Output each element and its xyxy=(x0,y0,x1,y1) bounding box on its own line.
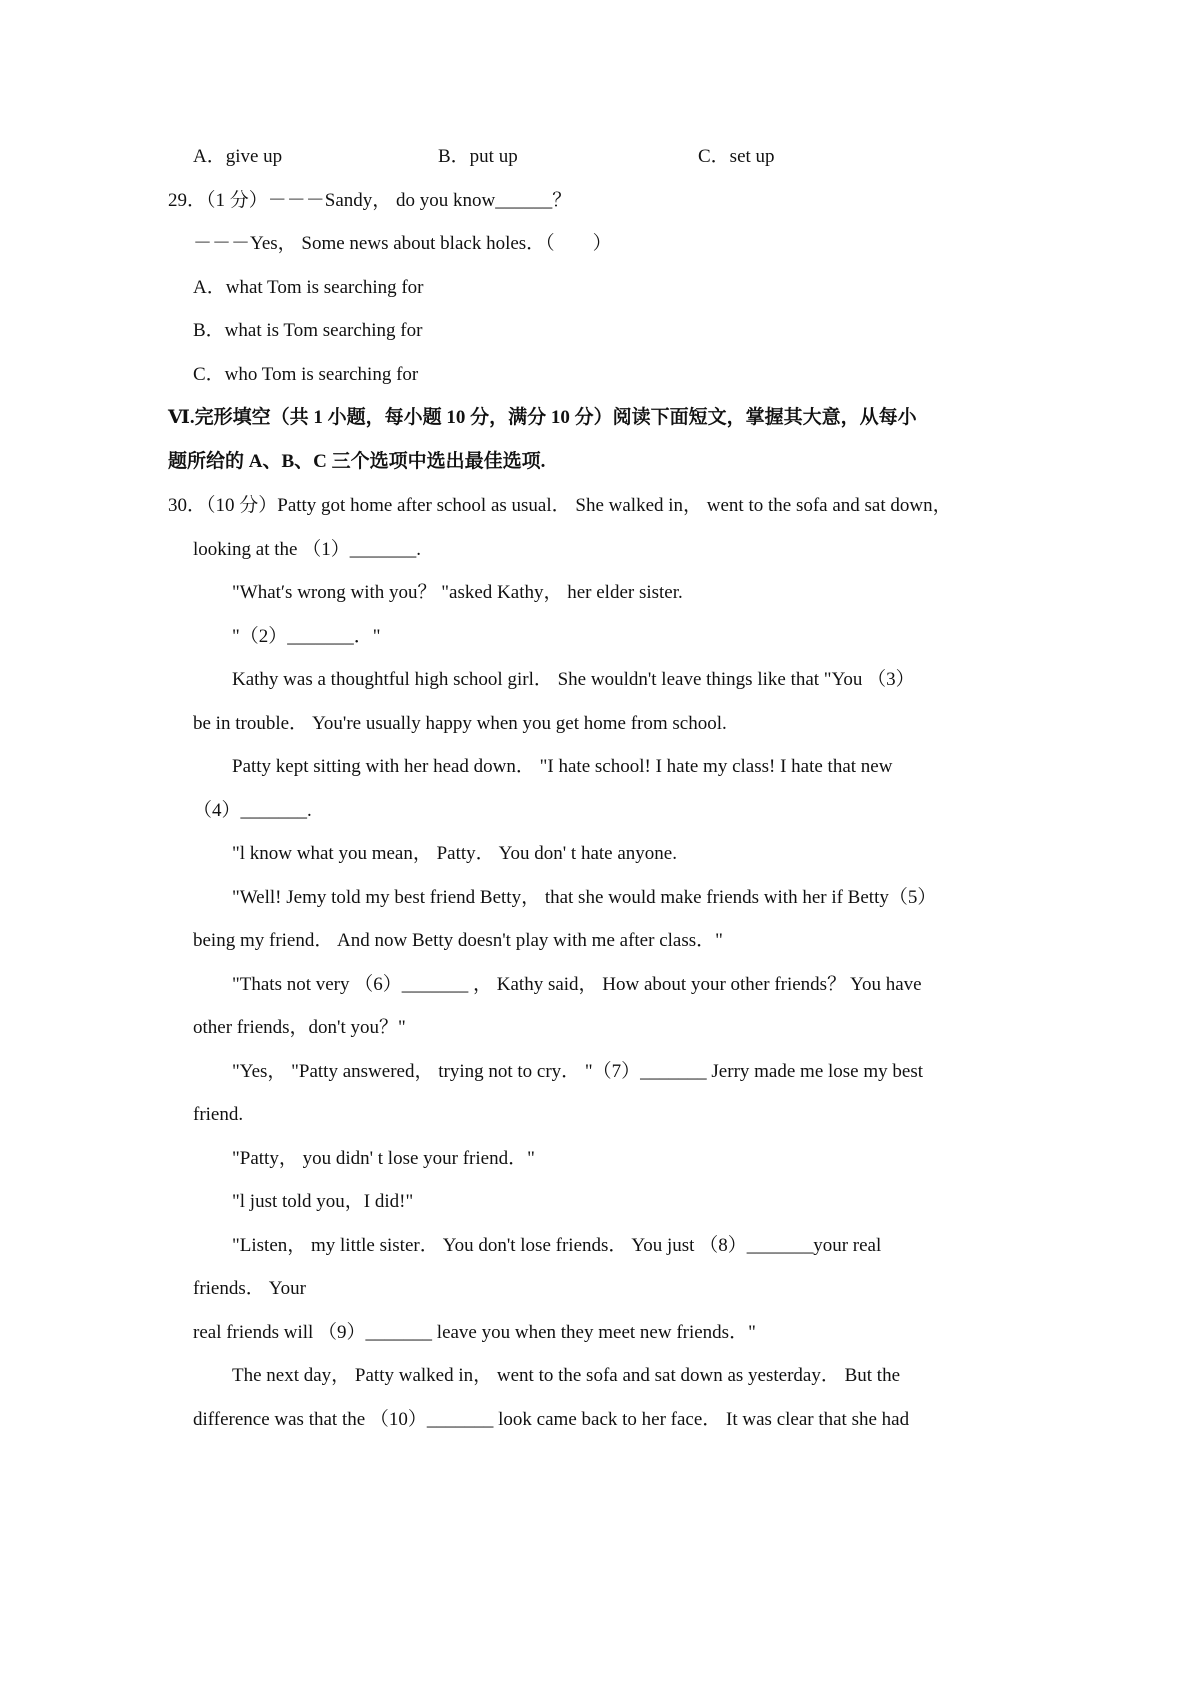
q29-option-b: B．what is Tom searching for xyxy=(193,320,423,341)
passage-line: be in trouble． You're usually happy when you get home from school. xyxy=(193,713,727,734)
passage-line: Kathy was a thoughtful high school girl． She wouldn't leave things like that "You （3） xyxy=(232,669,915,690)
q29-stem: 29．（1 分）－－－Sandy， do you know______？ xyxy=(168,190,572,211)
q29-option-a: A．what Tom is searching for xyxy=(193,277,424,298)
passage-line: looking at the （1）_______. xyxy=(193,539,421,560)
q29-answer-line: －－－Yes， Some news about black holes．（ ） xyxy=(193,233,612,254)
passage-line: friend. xyxy=(193,1104,244,1125)
passage-line: friends． Your xyxy=(193,1278,306,1299)
passage-line: "Listen， my little sister． You don't lose friends． You just （8）_______your real xyxy=(232,1235,882,1256)
q29-option-c: C．who Tom is searching for xyxy=(193,364,419,385)
passage-line: "Patty， you didn' t lose your friend．" xyxy=(232,1148,535,1169)
section-heading-line1: Ⅵ.完形填空（共 1 小题，每小题 10 分，满分 10 分）阅读下面短文，掌握其大意，从每小 xyxy=(168,407,917,428)
passage-line: "Thats not very （6）_______ ， Kathy said， How about your other friends？ You have xyxy=(232,974,922,995)
q28-option-b: B．put up xyxy=(438,146,518,167)
passage-line: difference was that the （10）_______ look came back to her face． It was clear that she had xyxy=(193,1409,910,1430)
passage-line: （4）_______. xyxy=(193,800,312,821)
passage-line: other friends，don't you？" xyxy=(193,1017,406,1038)
section-heading-line2: 题所给的 A、B、C 三个选项中选出最佳选项. xyxy=(168,451,546,472)
passage-line: "l just told you，I did!" xyxy=(232,1191,414,1212)
passage-line: being my friend． And now Betty doesn't play with me after class．" xyxy=(193,930,723,951)
passage-line: "l know what you mean， Patty． You don' t hate anyone. xyxy=(232,843,677,864)
passage-line: "（2）_______．" xyxy=(232,626,381,647)
passage-line: Patty kept sitting with her head down． "I hate school! I hate my class! I hate that new xyxy=(232,756,893,777)
passage-line: The next day， Patty walked in， went to the sofa and sat down as yesterday． But the xyxy=(232,1365,901,1386)
passage-line: "What′s wrong with you？ "asked Kathy， her elder sister. xyxy=(232,582,683,603)
passage-line: "Well! Jemy told my best friend Betty， that she would make friends with her if Betty（5） xyxy=(232,887,937,908)
passage-line: 30．（10 分）Patty got home after school as usual． She walked in， went to the sofa and sat down， xyxy=(168,495,952,516)
passage-line: "Yes， "Patty answered， trying not to cry． "（7）_______ Jerry made me lose my best xyxy=(232,1061,923,1082)
q28-option-a: A．give up xyxy=(193,146,283,167)
q28-option-c: C．set up xyxy=(698,146,775,167)
passage-line: real friends will （9）_______ leave you when they meet new friends．" xyxy=(193,1322,756,1343)
